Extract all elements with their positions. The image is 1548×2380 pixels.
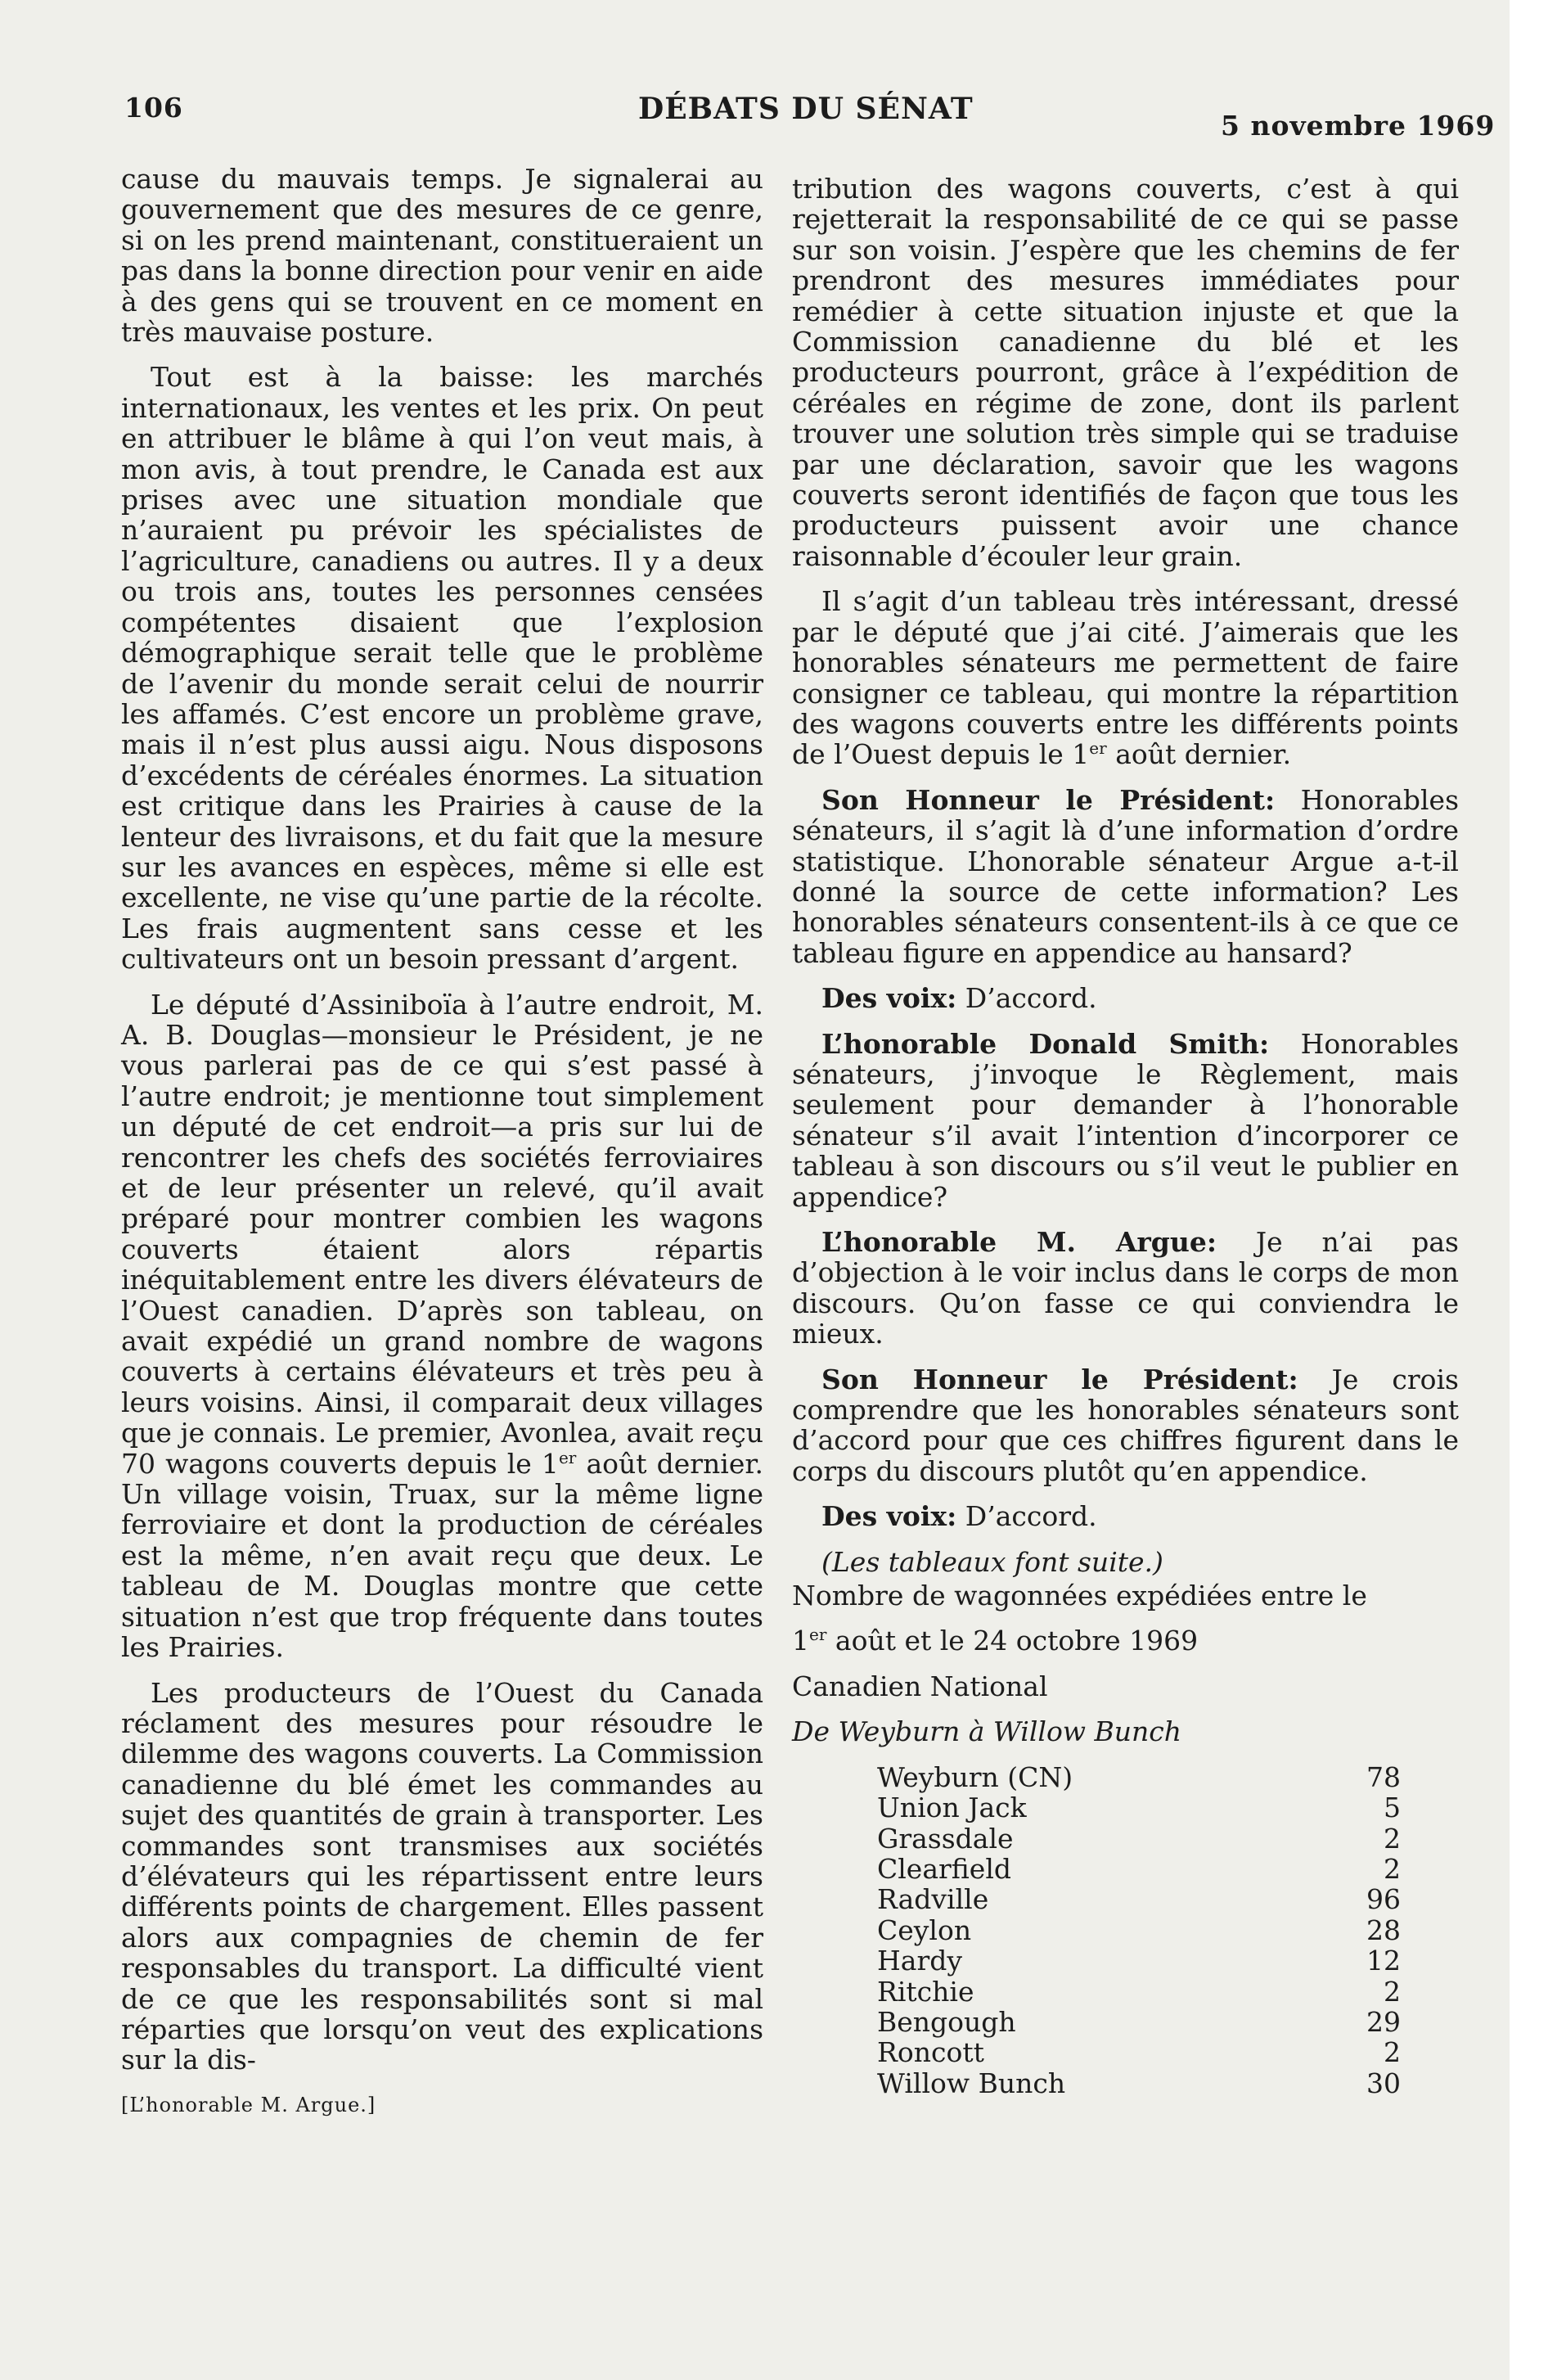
table-row [877,1854,1419,1884]
table-row [877,2007,1419,2037]
speech-text: Je crois comprendre que les honorables sénateurs sont d’accord pour que ces chiffres figurent dans le corps du discours plutôt qu’en appendice. [792,1363,1459,1487]
table-row [877,2037,1419,2067]
table-row [877,1977,1419,2007]
carload-count: 2 [1384,1822,1401,1855]
table-title: Canadien National [792,1670,1048,1702]
paragraph: Il s’agit d’un tableau très intéressant, dressé par le député que j’ai cité. J’aimerais que les honorables sénateurs me permettent de faire consigner ce tableau, qui montre la répartition des wagons couverts entre les différents points de l’Ouest depuis le 1er août dernier. [792,585,1459,771]
speech-text: D’accord. [965,982,1097,1015]
speech-text: Je n’ai pas d’objection à le voir inclus dans le corps de mon discours. Qu’on fasse ce qui conviendra le mieux. [792,1226,1459,1350]
carload-count: 29 [1366,2005,1401,2038]
station-name: Willow Bunch [877,2067,1066,2099]
page-number: 106 [124,92,183,124]
speaker-name: Son Honneur le Président: [821,783,1276,816]
table-row [877,1884,1419,1914]
table-row [877,1823,1419,1854]
speech-text: D’accord. [965,1500,1097,1533]
speaker-name: Son Honneur le Président: [821,1363,1298,1395]
speech-text: Honorables sénateurs, il s’agit là d’une information d’ordre statistique. L’honorable sénateur Argue a-t-il donné la source de cette information? Les honorables sénateurs consentent-ils à ce que ce tableau figure en appendice au hansard? [792,783,1459,969]
paragraph: Les producteurs de l’Ouest du Canada réclament des mesures pour résoudre le dilemme des wagons couverts. La Commission canadienne du blé émet les commandes au sujet des quantités de grain à transporter. Les commandes sont transmises aux sociétés d’élévateurs qui les répartissent entre leurs différents points de chargement. Elles passent alors aux compagnies de chemin de fer responsables du transport. La difficulté vient de ce que les responsabilités sont si mal réparties que lorsqu’on veut des explications sur la dis- [121,1676,763,2076]
page-date: 5 novembre 1969 [1221,110,1496,142]
speech-text: Honorables sénateurs, j’invoque le Règlement, mais seulement pour demander à l’honorable sénateur s’il avait l’intention d’incorporer ce tableau à son discours ou s’il veut le publier en appendice? [792,1027,1459,1213]
table-row [877,1762,1419,1792]
carload-count: 96 [1366,1883,1401,1916]
station-name: Radville [877,1883,989,1916]
table-row [877,2068,1419,2098]
station-name: Union Jack [877,1792,1027,1824]
paragraph: Le député d’Assiniboïa à l’autre endroit, M. A. B. Douglas—monsieur le Président, je ne vous parlerai pas de ce qui s’est passé à l’autre endroit; je mentionne tout simplement un député de cet endroit—a pris sur lui de rencontrer les chefs des sociétés ferroviaires et de leur présenter un relevé, qu’il avait préparé pour montrer combien les wagons couverts étaient alors répartis inéquitablement entre les divers élévateurs de l’Ouest canadien. D’après son tableau, on avait expédié un grand nombre de wagons couverts à certains élévateurs et très peu à leurs voisins. Ainsi, il comparait deux villages que je connais. Le premier, Avonlea, avait reçu 70 wagons couverts depuis le 1er août dernier. Un village voisin, Truax, sur la même ligne ferroviaire et dont la production de céréales est la même, n’en avait reçu que deux. Le tableau de M. Douglas montre que cette situation n’est que trop fréquente dans toutes les Prairies. [121,988,763,1664]
station-name: Ceylon [877,1913,972,1946]
speech-paragraph [792,1364,1459,1487]
station-name: Clearfield [877,1852,1012,1885]
carload-count: 30 [1366,2067,1401,2099]
carload-count: 28 [1366,1913,1401,1946]
footer-speaker-note: [L’honorable M. Argue.] [121,2093,376,2116]
left-column [121,164,763,2121]
carload-count: 5 [1384,1792,1401,1824]
speech-paragraph [792,983,1459,1013]
shipments-table [877,1762,1419,2098]
speaker-name: Des voix: [821,1500,957,1533]
carload-count: 78 [1366,1760,1401,1793]
carload-count: 2 [1384,1852,1401,1885]
station-name: Bengough [877,2005,1016,2038]
station-name: Grassdale [877,1822,1014,1855]
speech-paragraph [792,1227,1459,1350]
paragraph: tribution des wagons couverts, c’est à qui rejetterait la responsabilité de ce qui se passe sur son voisin. J’espère que les chemins de fer prendront des mesures immédiates pour remédier à cette situation injuste et que la Commission canadienne du blé et les producteurs pourront, grâce à l’expédition de céréales en régime de zone, dont ils parlent trouver une solution très simple qui se traduise par une déclaration, savoir que les wagons couverts seront identifiés de façon que tous les producteurs puissent avoir une chance raisonnable d’écouler leur grain. [792,173,1459,572]
speech-paragraph [792,785,1459,968]
speaker-name: L’honorable Donald Smith: [821,1027,1270,1060]
speech-paragraph [792,1029,1459,1212]
carload-count: 2 [1384,2036,1401,2069]
scan-edge [1510,0,1548,2380]
table-row [877,1945,1419,1976]
speech-paragraph [792,1501,1459,1531]
page-title: DÉBATS DU SÉNAT [638,92,974,126]
table-subtitle: De Weyburn à Willow Bunch [792,1715,1182,1748]
table-title: 1er août et le 24 octobre 1969 [792,1625,1199,1657]
paragraph: Tout est à la baisse: les marchés internationaux, les ventes et les prix. On peut en attribuer le blâme à qui l’on veut mais, à mon avis, à tout prendre, le Canada est aux prises avec une situation mondiale que n’auraient pu prévoir les spécialistes de l’agriculture, canadiens ou autres. Il y a deux ou trois ans, toutes les personnes censées compétentes disaient que l’explosion démographique serait telle que le problème de l’avenir du monde serait celui de nourrir les affamés. C’est encore un problème grave, mais il n’est plus aussi aigu. Nous disposons d’excédents de céréales énormes. La situation est critique dans les Prairies à cause de la lenteur des livraisons, et du fait que la mesure sur les avances en espèces, même si elle est excellente, ne vise qu’une partie de la récolte. Les frais augmentent sans cesse et les cultivateurs ont un besoin pressant d’argent. [121,361,763,976]
station-name: Roncott [877,2036,984,2069]
carload-count: 2 [1384,1975,1401,2008]
paragraph: cause du mauvais temps. Je signalerai au gouvernement que des mesures de ce genre, si on les prend maintenant, constitueraient un pas dans la bonne direction pour venir en aide à des gens qui se trouvent en ce moment en très mauvaise posture. [121,163,763,349]
speaker-name: L’honorable M. Argue: [821,1226,1217,1258]
table-row [877,1915,1419,1945]
table-note: (Les tableaux font suite.) [821,1545,1163,1578]
table-row [877,1792,1419,1823]
station-name: Ritchie [877,1975,974,2008]
station-name: Weyburn (CN) [877,1760,1073,1793]
carload-count: 12 [1366,1945,1401,1977]
table-title: Nombre de wagonnées expédiées entre le [792,1580,1367,1612]
speaker-name: Des voix: [821,982,957,1015]
station-name: Hardy [877,1945,962,1977]
right-column [792,174,1459,2098]
